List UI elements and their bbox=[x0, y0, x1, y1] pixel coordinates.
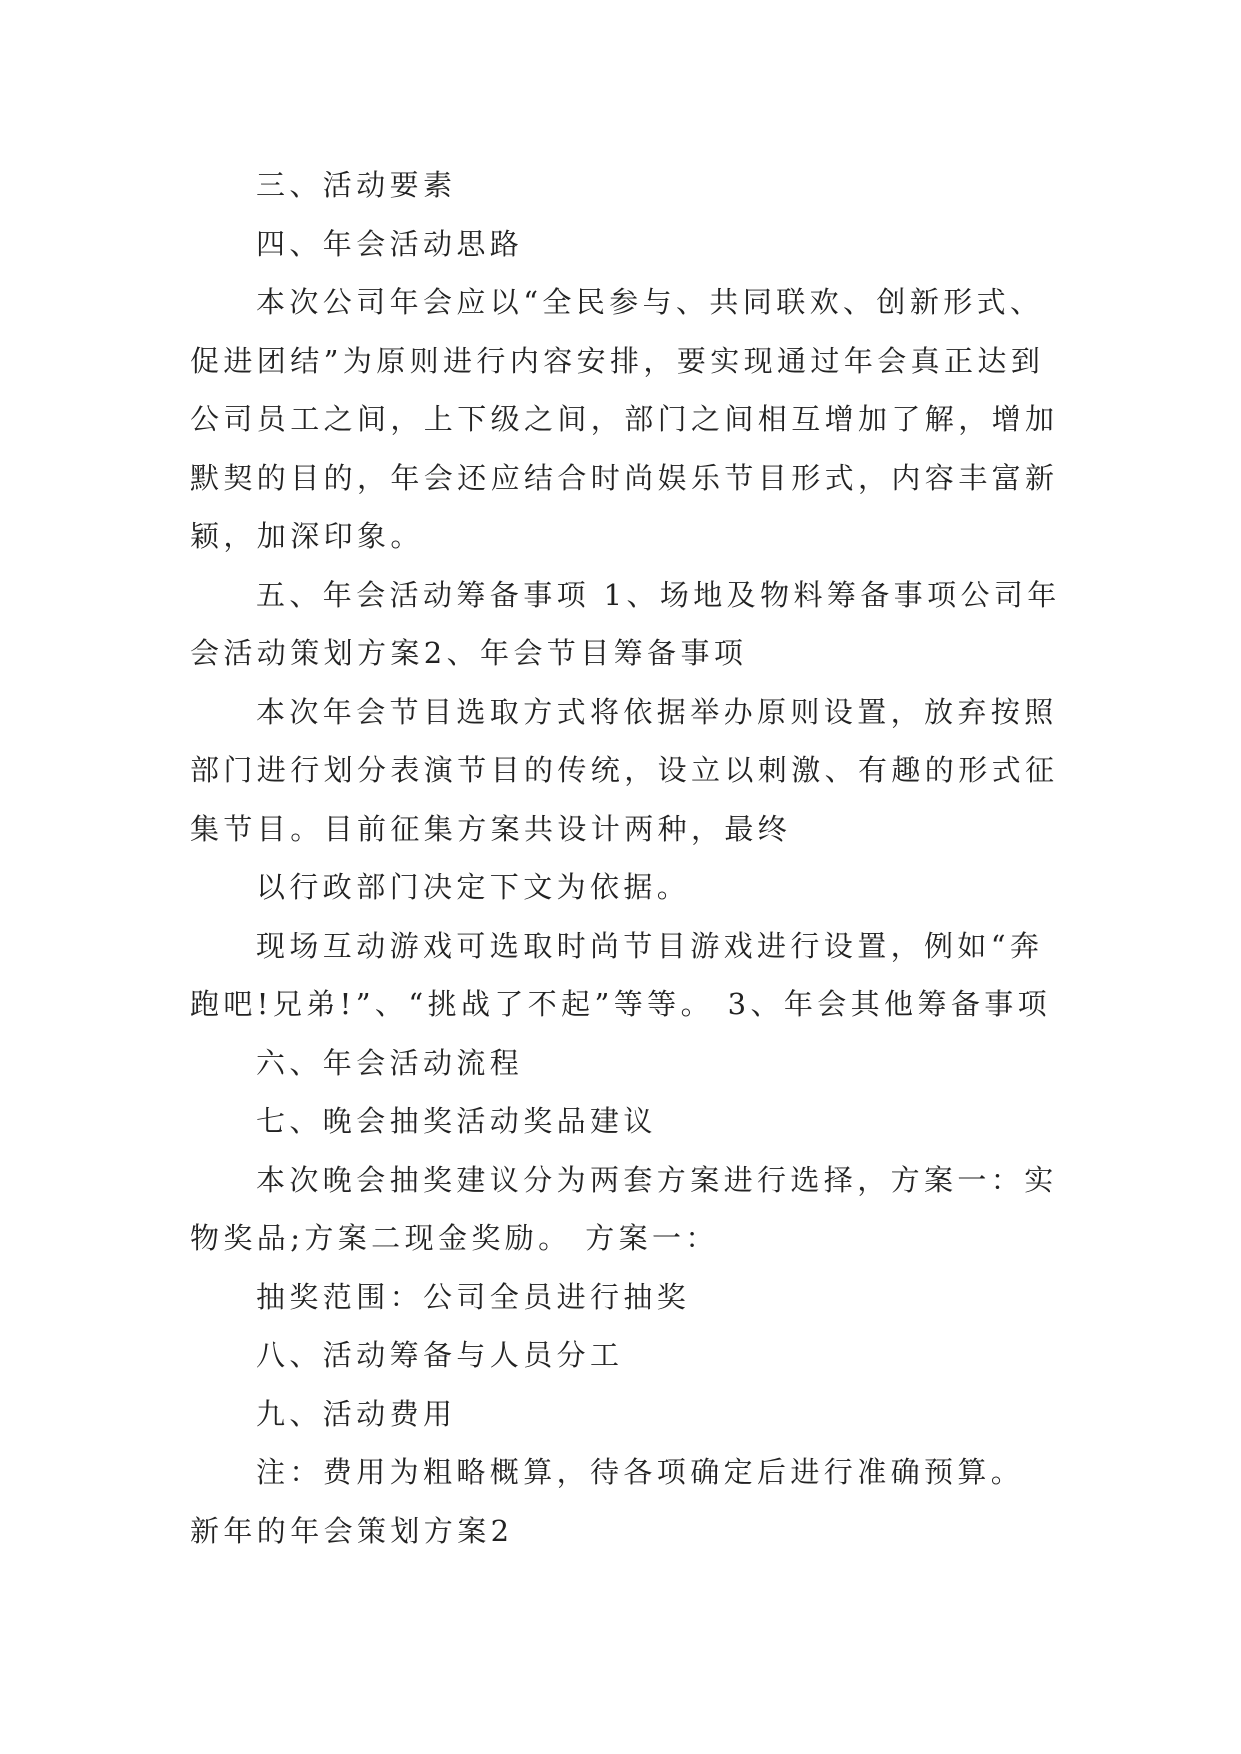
text-line: 九、活动费用 bbox=[256, 1396, 457, 1431]
section-heading bbox=[190, 1092, 1070, 1151]
text-line: 抽奖范围：公司全员进行抽奖 bbox=[256, 1279, 691, 1314]
text-line: 公司员工之间，上下级之间，部门之间相互增加了解，增加 bbox=[190, 402, 1059, 436]
text-line: 四、年会活动思路 bbox=[256, 226, 524, 261]
section-heading bbox=[190, 215, 1070, 274]
body-paragraph bbox=[190, 566, 1070, 683]
text-line: 六、年会活动流程 bbox=[256, 1045, 524, 1080]
body-paragraph bbox=[190, 1151, 1070, 1268]
body-paragraph bbox=[190, 917, 1070, 1034]
text-line: 促进团结”为原则进行内容安排，要实现通过年会真正达到 bbox=[190, 343, 1045, 378]
text-line: 默契的目的，年会还应结合时尚娱乐节目形式，内容丰富新 bbox=[190, 460, 1059, 495]
text-line: 集节目。目前征集方案共设计两种，最终 bbox=[190, 811, 792, 846]
body-paragraph bbox=[190, 1443, 1070, 1502]
text-line: 跑吧!兄弟!”、“挑战了不起”等等。 3、年会其他筹备事项 bbox=[190, 987, 1052, 1021]
section-heading bbox=[190, 1034, 1070, 1093]
text-line: 五、年会活动筹备事项 1、场地及物料筹备事项公司年 bbox=[256, 577, 1061, 612]
text-line: 三、活动要素 bbox=[256, 168, 457, 202]
document-body bbox=[190, 156, 1070, 1560]
text-line: 八、活动筹备与人员分工 bbox=[256, 1338, 624, 1372]
section-heading bbox=[190, 1326, 1070, 1385]
text-line: 现场互动游戏可选取时尚节目游戏进行设置，例如“奔 bbox=[256, 928, 1044, 963]
text-line: 本次年会节目选取方式将依据举办原则设置，放弃按照 bbox=[256, 694, 1058, 729]
text-line: 七、晚会抽奖活动奖品建议 bbox=[256, 1104, 657, 1138]
text-line: 本次公司年会应以“全民参与、共同联欢、创新形式、 bbox=[256, 285, 1044, 319]
text-line: 物奖品;方案二现金奖励。 方案一： bbox=[190, 1221, 719, 1255]
body-paragraph bbox=[190, 683, 1070, 859]
text-line: 部门进行划分表演节目的传统，设立以刺激、有趣的形式征 bbox=[190, 753, 1059, 787]
closing-title bbox=[190, 1502, 1070, 1561]
text-line: 本次晚会抽奖建议分为两套方案进行选择，方案一：实 bbox=[256, 1162, 1058, 1197]
text-line: 会活动策划方案2、年会节目筹备事项 bbox=[190, 636, 748, 670]
body-paragraph bbox=[190, 858, 1070, 917]
section-heading bbox=[190, 156, 1070, 215]
section-heading bbox=[190, 1385, 1070, 1444]
text-line: 颖，加深印象。 bbox=[190, 519, 424, 553]
text-line: 新年的年会策划方案2 bbox=[190, 1513, 514, 1548]
text-line: 注：费用为粗略概算，待各项确定后进行准确预算。 bbox=[256, 1455, 1025, 1489]
body-paragraph bbox=[190, 1268, 1070, 1327]
text-line: 以行政部门决定下文为依据。 bbox=[256, 870, 691, 904]
body-paragraph bbox=[190, 273, 1070, 566]
